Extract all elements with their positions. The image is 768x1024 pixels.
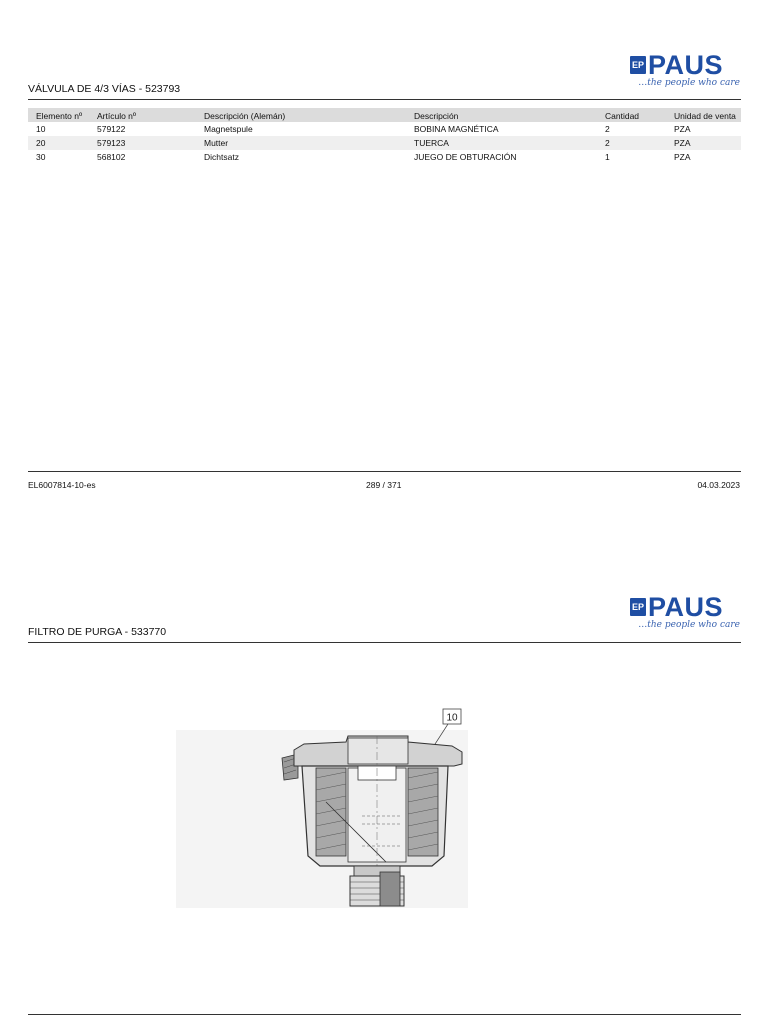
cell-quantity: 2 bbox=[605, 124, 610, 134]
callout-number: 10 bbox=[446, 712, 458, 724]
logo-tagline: …the people who care bbox=[638, 78, 740, 88]
col-header-sales-unit: Unidad de venta bbox=[674, 108, 741, 122]
cell-quantity: 2 bbox=[605, 136, 674, 150]
cell-article: 568102 bbox=[97, 152, 126, 162]
col-header-description: Descripción bbox=[414, 108, 605, 122]
footer-rule bbox=[28, 1014, 741, 1015]
cell-item: 30 bbox=[36, 152, 46, 162]
cell-sales-unit: PZA bbox=[674, 124, 691, 134]
parts-table bbox=[28, 108, 741, 164]
coil-right bbox=[408, 768, 438, 856]
cell-description: JUEGO DE OBTURACIÓN bbox=[414, 152, 517, 162]
filter-cross-section-drawing bbox=[176, 706, 468, 910]
coil-left bbox=[316, 768, 346, 856]
col-header-item: Elemento nº bbox=[28, 108, 97, 122]
header-rule bbox=[28, 642, 741, 643]
logo-wordmark: PAUS bbox=[648, 592, 724, 622]
page-number: 289 / 371 bbox=[366, 480, 402, 490]
cell-item: 10 bbox=[36, 124, 46, 134]
cell-description-german: Mutter bbox=[204, 136, 414, 150]
cell-sales-unit: PZA bbox=[674, 136, 741, 150]
logo-mark: EP bbox=[630, 56, 646, 74]
cell-description-german: Dichtsatz bbox=[204, 152, 239, 162]
cell-sales-unit: PZA bbox=[674, 152, 691, 162]
document-date: 04.03.2023 bbox=[697, 480, 740, 490]
col-header-description-german: Descripción (Alemán) bbox=[204, 108, 414, 122]
table-row bbox=[28, 150, 741, 164]
section-title-valve: VÁLVULA DE 4/3 VÍAS - 523793 bbox=[28, 83, 181, 95]
cell-item: 20 bbox=[28, 136, 97, 150]
paus-logo bbox=[628, 592, 740, 636]
cell-description-german: Magnetspule bbox=[204, 124, 253, 134]
section-title-filter: FILTRO DE PURGA - 533770 bbox=[28, 626, 167, 638]
inner-core bbox=[348, 768, 406, 862]
logo-wordmark: PAUS bbox=[648, 50, 724, 80]
cell-quantity: 1 bbox=[605, 152, 610, 162]
cell-article: 579123 bbox=[97, 136, 204, 150]
header-rule bbox=[28, 99, 741, 100]
col-header-article: Artículo nº bbox=[97, 108, 204, 122]
table-header-row bbox=[28, 108, 741, 122]
logo-tagline: …the people who care bbox=[638, 620, 740, 630]
logo-mark: EP bbox=[630, 598, 646, 616]
table-row bbox=[28, 122, 741, 136]
col-header-quantity: Cantidad bbox=[605, 108, 674, 122]
document-id: EL6007814-10-es bbox=[28, 480, 96, 490]
cell-description: TUERCA bbox=[414, 136, 605, 150]
cell-article: 579122 bbox=[97, 124, 126, 134]
table-row bbox=[28, 136, 741, 150]
footer-rule bbox=[28, 471, 741, 472]
paus-logo bbox=[628, 50, 740, 94]
cell-description: BOBINA MAGNÉTICA bbox=[414, 124, 499, 134]
